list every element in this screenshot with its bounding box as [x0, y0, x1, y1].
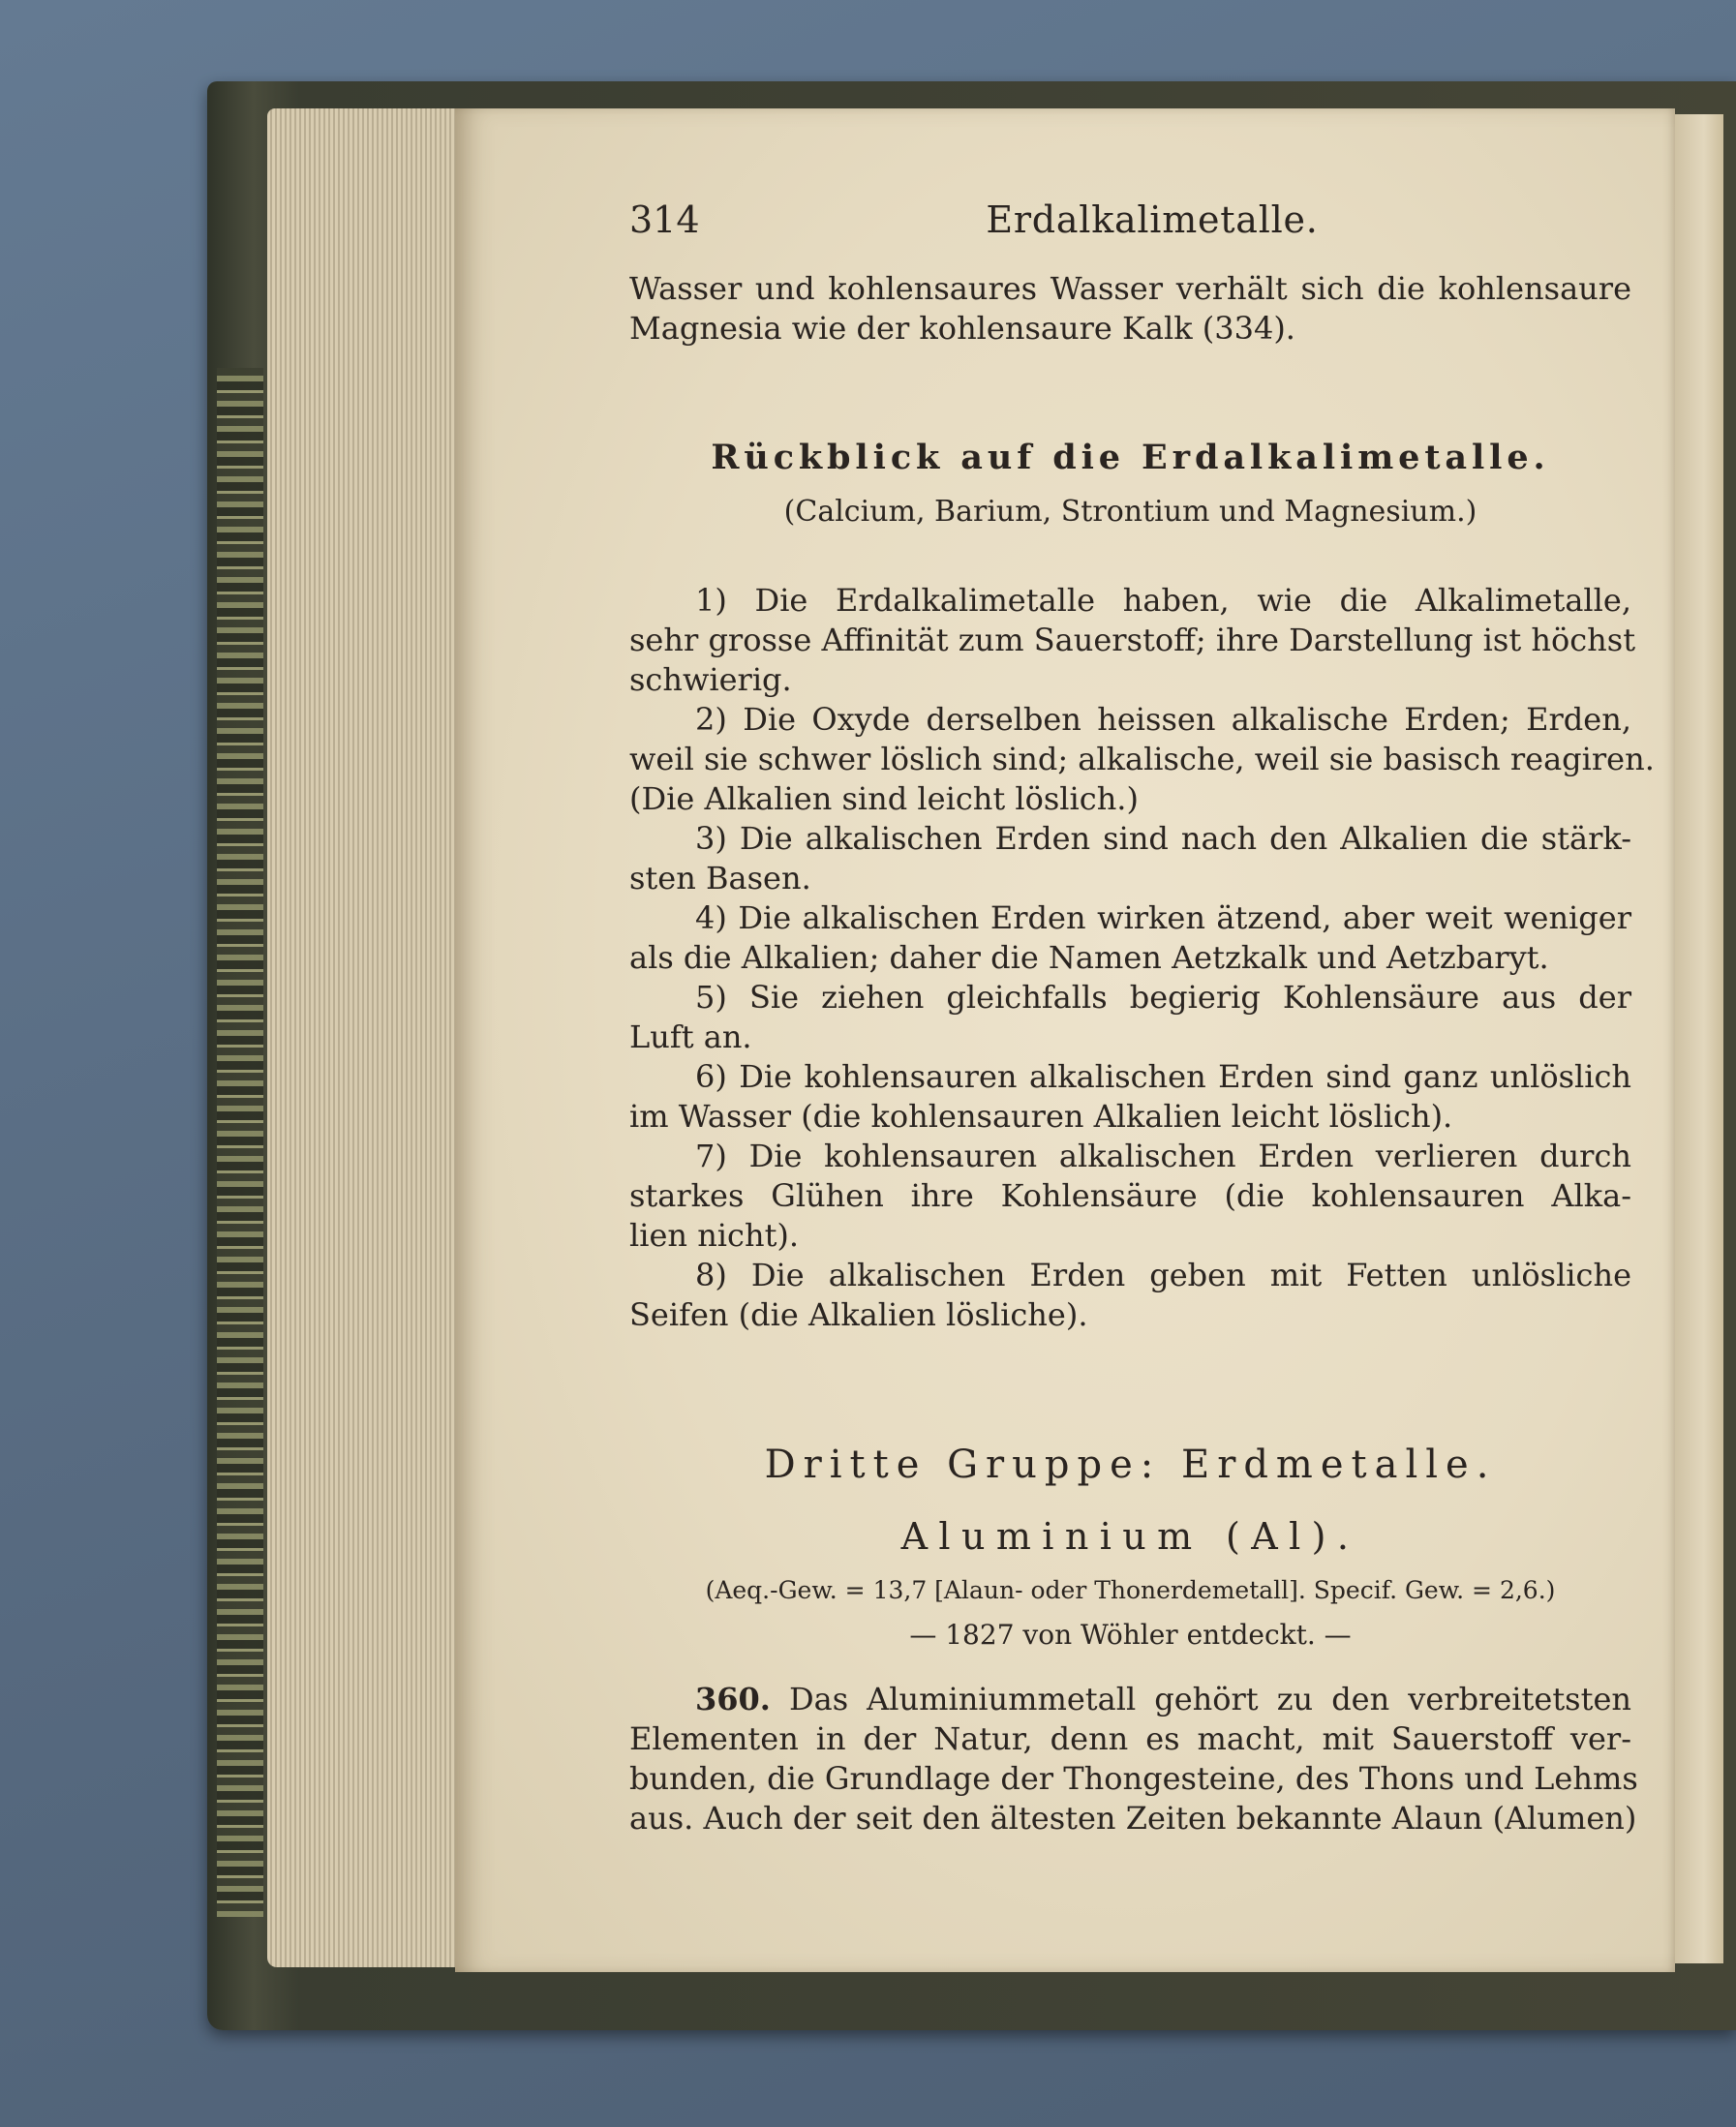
page-number: 314 — [629, 198, 700, 241]
spine-decoration — [217, 368, 263, 1917]
text-line: schwierig. — [629, 661, 792, 698]
text-line: Magnesia wie der kohlensaure Kalk (334). — [629, 310, 1295, 347]
text-line: bunden, die Grundlage der Thongesteine, des Thons und Lehms — [629, 1760, 1638, 1797]
section-subheading: (Calcium, Barium, Strontium und Magnesium.) — [783, 495, 1477, 529]
text-line: lien nicht). — [629, 1217, 800, 1254]
element-heading: Aluminium (Al). — [900, 1515, 1360, 1558]
group-heading: Dritte Gruppe: Erdmetalle. — [764, 1443, 1497, 1487]
atomic-weights: (Aeq.-Gew. = 13,7 [Alaun- oder Thonerdemetall]. Specif. Gew. = 2,6.) — [705, 1576, 1556, 1604]
text-line: (Die Alkalien sind leicht löslich.) — [629, 780, 1139, 817]
text-line: 2) Die Oxyde derselben heissen alkalische Erden; Erden, — [695, 701, 1631, 738]
text-line: 4) Die alkalischen Erden wirken ätzend, aber weit weniger — [695, 899, 1631, 936]
text-line: 6) Die kohlensauren alkalischen Erden sind ganz unlöslich — [695, 1058, 1631, 1095]
text-line — [629, 1680, 1631, 1719]
running-title: Erdalkalimetalle. — [986, 198, 1319, 241]
text-line: sehr grosse Affinität zum Sauerstoff; ihre Darstellung ist höchst — [629, 622, 1636, 658]
facing-page-edge — [1675, 114, 1723, 1963]
page-edges — [267, 108, 471, 1967]
text-line: als die Alkalien; daher die Namen Aetzkalk und Aetzbaryt. — [629, 939, 1549, 976]
text-line: sten Basen. — [629, 860, 811, 896]
text-line: Wasser und kohlensaures Wasser verhält sich die kohlensaure — [629, 270, 1631, 307]
text-line-content: Das Aluminiummetall gehört zu den verbreitetsten — [788, 1681, 1631, 1717]
section-heading: Rückblick auf die Erdalkalimetalle. — [711, 438, 1550, 477]
text-line: weil sie schwer löslich sind; alkalische, weil sie basisch reagiren. — [629, 741, 1655, 777]
text-line: 7) Die kohlensauren alkalischen Erden verlieren durch — [695, 1138, 1631, 1174]
text-line: aus. Auch der seit den ältesten Zeiten bekannte Alaun (Alumen) — [629, 1800, 1637, 1837]
text-line: 3) Die alkalischen Erden sind nach den Alkalien die stärk- — [695, 820, 1631, 857]
paragraph-number: 360. — [695, 1681, 771, 1717]
discovery-note: — 1827 von Wöhler entdeckt. — — [909, 1619, 1352, 1651]
text-line: 8) Die alkalischen Erden geben mit Fetten unlösliche — [695, 1257, 1631, 1293]
text-line: im Wasser (die kohlensauren Alkalien leicht löslich). — [629, 1098, 1453, 1135]
text-line: Seifen (die Alkalien lösliche). — [629, 1296, 1088, 1333]
text-line: Luft an. — [629, 1018, 752, 1055]
text-line: 1) Die Erdalkalimetalle haben, wie die Alkalimetalle, — [695, 582, 1631, 619]
text-line: starkes Glühen ihre Kohlensäure (die kohlensauren Alka- — [629, 1177, 1631, 1214]
text-line: 5) Sie ziehen gleichfalls begierig Kohlensäure aus der — [695, 979, 1631, 1016]
text-line: Elementen in der Natur, denn es macht, mit Sauerstoff ver- — [629, 1720, 1631, 1757]
